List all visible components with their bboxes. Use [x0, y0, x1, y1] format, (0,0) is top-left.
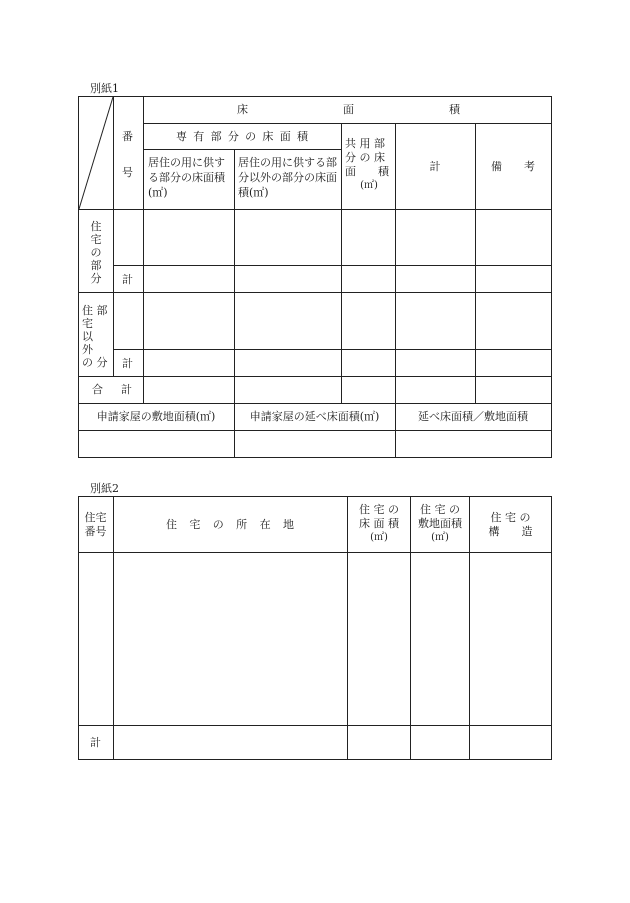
- floor-area-header: 住 宅 の 床 面 積 (㎡): [359, 503, 399, 543]
- house-part-row-label: 住 宅 の 部 分: [90, 220, 102, 285]
- rule: [551, 496, 552, 759]
- rule: [113, 496, 114, 759]
- sheet2-label: 別紙2: [90, 482, 119, 495]
- total-row-label: 計: [90, 736, 101, 749]
- common-area-header: 共 用 部 分 の 床 面 積 (㎡): [345, 137, 389, 191]
- number-col-top: 番: [122, 130, 133, 143]
- exclusive-area-header: 専 有 部 分 の 床 面 積: [176, 130, 308, 143]
- site-area-header: 住 宅 の 敷地面積 (㎡): [418, 503, 462, 543]
- rule: [78, 552, 552, 553]
- house-number-header: 住宅 番号: [84, 511, 107, 538]
- site-area-header: 申請家屋の敷地面積(㎡): [96, 410, 216, 423]
- total-floor-area-header: 申請家屋の延べ床面積(㎡): [249, 410, 380, 423]
- sheet1-label: 別紙1: [90, 82, 119, 95]
- residential-area-header: 居住の用に供する部分の床面積(㎡): [148, 156, 225, 199]
- non-house-part-row-label: 住 部 宅 以 外 の 分: [82, 304, 108, 369]
- total-col-header: 計: [429, 160, 441, 173]
- number-col-bottom: 号: [122, 166, 133, 179]
- rule: [78, 759, 552, 760]
- non-house-subtotal-label: 計: [122, 357, 133, 370]
- ratio-header: 延べ床面積／敷地面積: [418, 410, 528, 423]
- rule: [78, 496, 552, 497]
- floor-area-header: 床 面 積: [237, 103, 460, 116]
- grand-total-label: 合 計: [92, 383, 132, 396]
- remarks-header: 備 考: [491, 160, 535, 173]
- house-subtotal-label: 計: [122, 273, 133, 286]
- non-residential-area-header: 居住の用に供する部分以外の部分の床面積(㎡): [238, 156, 337, 199]
- structure-header: 住 宅 の 構 造: [488, 511, 533, 538]
- rule: [78, 725, 552, 726]
- location-header: 住 宅 の 所 在 地: [166, 518, 294, 531]
